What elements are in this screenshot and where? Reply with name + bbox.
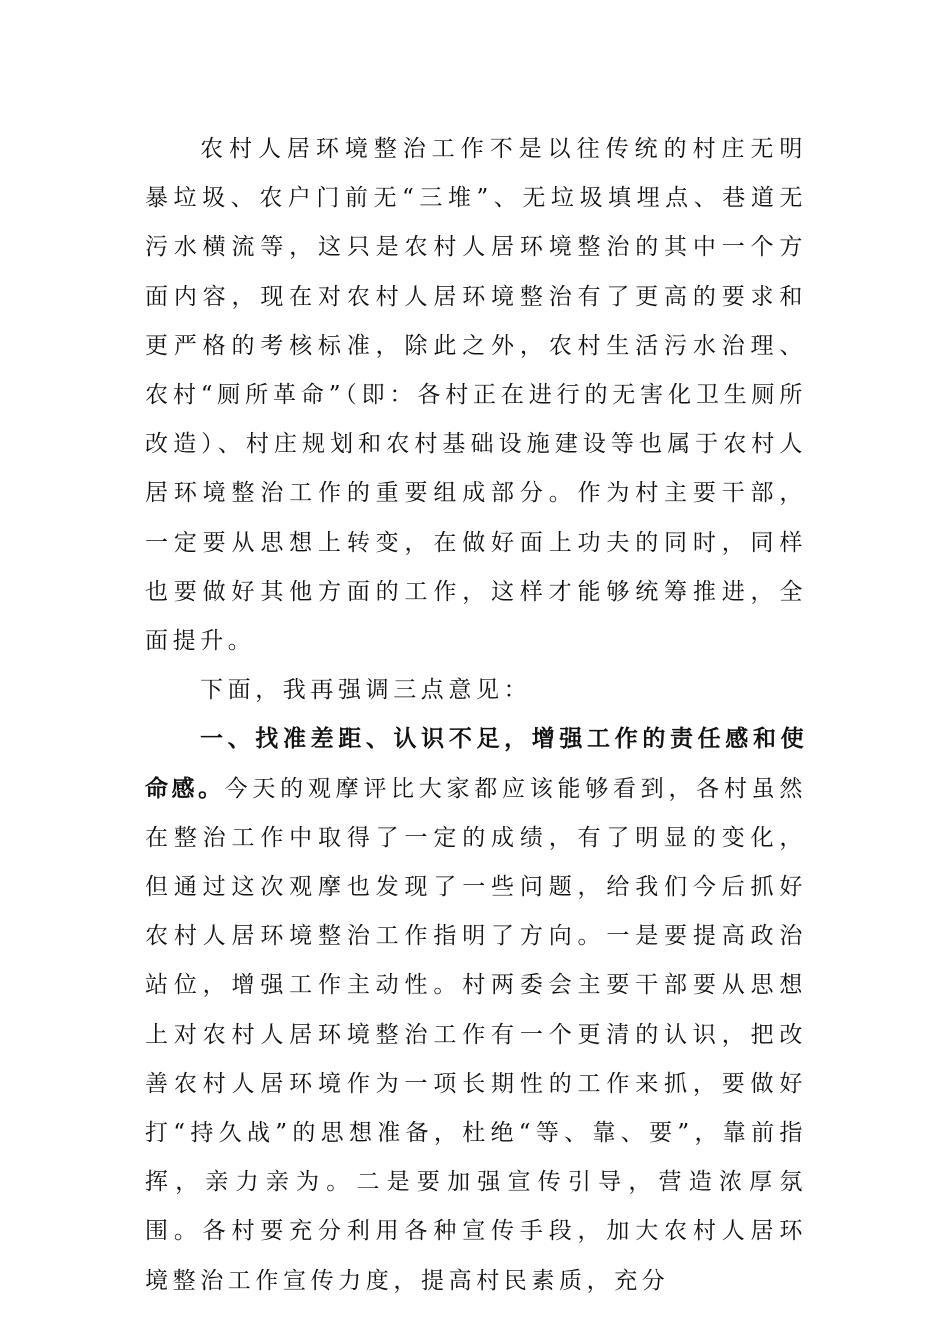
paragraph-transition <box>145 666 807 715</box>
paragraph-transition-text: 下面，我再强调三点意见： <box>200 677 532 704</box>
paragraph-intro-text: 农村人居环境整治工作不是以往传统的村庄无明暴垃圾、农户门前无“三堆”、无垃圾填埋点、巷道无污水横流等，这只是农村人居环境整治的其中一个方面内容，现在对农村人居环境整治有了更高的要求和更严格的考核标准，除此之外，农村生活污水治理、农村“厕所革命”（即：各村正在进行的无害化卫生厕所改造）、村庄规划和农村基础设施建设等也属于农村人居环境整治工作的重要组成部分。作为村主要干部，一定要从思想上转变，在做好面上功夫的同时，同样也要做好其他方面的工作，这样才能够统筹推进，全面提升。 <box>145 136 807 655</box>
paragraph-intro <box>145 125 807 666</box>
paragraph-point-one <box>145 715 807 1305</box>
document-body <box>145 125 807 1306</box>
point-one-text: 今天的观摩评比大家都应该能够看到，各村虽然在整治工作中取得了一定的成绩，有了明显的变化，但通过这次观摩也发现了一些问题，给我们今后抓好农村人居环境整治工作指明了方向。一是要提高政治站位，增强工作主动性。村两委会主要干部要从思想上对农村人居环境整治工作有一个更清的认识，把改善农村人居环境作为一项长期性的工作来抓，要做好打“持久战”的思想准备，杜绝“等、靠、要”，靠前指挥，亲力亲为。二是要加强宣传引导，营造浓厚氛围。各村要充分利用各种宣传手段，加大农村人居环境整治工作宣传力度，提高村民素质，充分 <box>145 775 807 1294</box>
point-one-heading: 一、找准差距、认识不足，增强工作的责任感和使命感。 <box>145 726 807 802</box>
